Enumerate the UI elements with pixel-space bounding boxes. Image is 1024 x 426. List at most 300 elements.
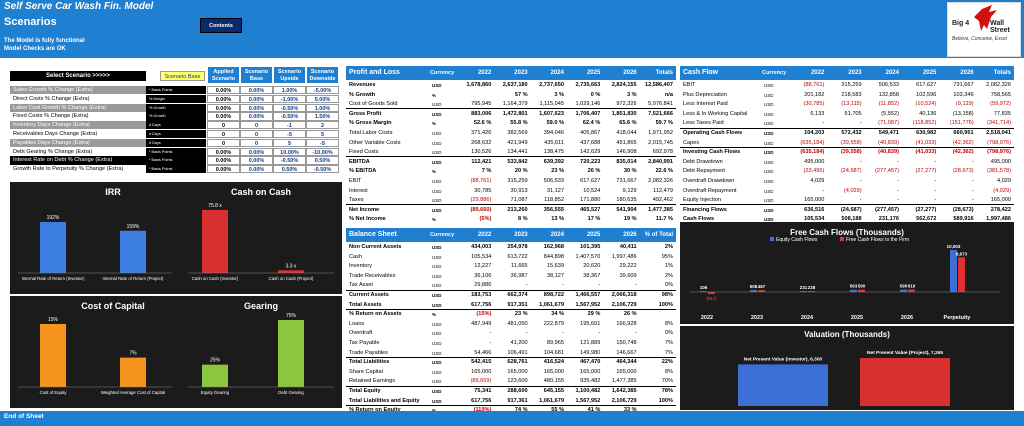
row-value: 121,889 (580, 340, 601, 346)
row-value: 1,164,379 (502, 101, 528, 108)
scenario-value-cell[interactable]: -5.00% (306, 86, 339, 94)
row-value: (5,552) (881, 110, 899, 117)
year-header: 2023 (514, 232, 528, 238)
row-value: - (971, 178, 974, 184)
fcf-data-label: 467 (757, 284, 766, 290)
row-value: 20 % (514, 168, 528, 175)
row-value: 2,737,650 (539, 82, 564, 88)
fcf-category-label: 2026 (900, 315, 914, 321)
row-value: 105,534 (804, 216, 825, 223)
row-value: 78% (661, 388, 673, 394)
row-value: 195,601 (580, 320, 601, 327)
row-value: (277,457) (875, 206, 899, 213)
scenario-value-cell: 0.00% (207, 156, 240, 164)
row-value: 883,006 (471, 110, 492, 117)
scenario-row (10, 156, 342, 164)
row-value: (41,033) (915, 149, 937, 156)
col-applied-scenario: Applied Scenario (207, 66, 240, 84)
row-value: 30 % (623, 168, 637, 175)
row-currency: USD (764, 150, 774, 156)
row-value: 4,029 (996, 178, 1011, 184)
row-value: 22.6 % (655, 168, 673, 175)
row-value: 481,050 (507, 320, 528, 327)
table-row (346, 91, 676, 100)
row-value: 533,842 (507, 158, 528, 165)
scenario-value-cell[interactable]: 2 (306, 121, 339, 129)
year-header: 2026 (623, 70, 637, 76)
row-value: (381,578) (987, 168, 1011, 175)
fcf-bar (908, 290, 915, 292)
scenario-value-cell[interactable]: 1.00% (273, 86, 306, 94)
row-currency: USD (432, 273, 442, 279)
scenario-row-unit: % Margin (146, 95, 206, 103)
fcf-data-label: 10,503 (946, 244, 961, 249)
row-currency: USD (432, 83, 442, 88)
row-value: 1,607,623 (539, 110, 564, 117)
scenario-value-cell[interactable]: 0.00% (240, 86, 273, 94)
fcf-data-label: 619 (907, 283, 916, 289)
table-row (346, 187, 676, 196)
row-value: - (971, 187, 974, 194)
row-currency: USD (764, 111, 774, 117)
row-value: 2,637,180 (502, 82, 528, 88)
coc-chart (180, 182, 342, 294)
balance-title: Balance Sheet (349, 231, 397, 238)
row-value: - (489, 330, 492, 337)
row-value: (88,761) (803, 82, 825, 88)
scenario-value-cell[interactable]: 0.00% (240, 104, 273, 112)
row-label: % Growth (349, 91, 376, 98)
row-value: (28,673) (952, 206, 974, 213)
row-currency: USD (432, 360, 442, 366)
row-value: 123,600 (507, 378, 528, 385)
row-value: 54,466 (474, 349, 492, 356)
row-value: 434,003 (471, 244, 492, 250)
scenario-value-cell[interactable]: 0.00% (240, 148, 273, 156)
row-value: 1,100,482 (575, 388, 601, 394)
scenario-value-cell: 0.00% (207, 104, 240, 112)
year-header: 2026 (960, 70, 974, 76)
scenario-value-cell[interactable]: 0.00% (240, 95, 273, 103)
row-value: 95% (661, 253, 673, 260)
table-row (680, 81, 1014, 90)
fcf-data-label: 8,673 (955, 251, 968, 257)
row-value: (798,976) (987, 139, 1011, 146)
scenario-value-cell[interactable]: 0.00% (240, 112, 273, 120)
row-currency: USD (764, 140, 774, 146)
row-label: Total Assets (349, 301, 382, 308)
row-value: 23 % (514, 311, 528, 318)
scenario-value-cell[interactable]: 1.00% (306, 104, 339, 112)
row-label: Tax Asset (349, 282, 373, 289)
row-value: 70% (661, 378, 673, 385)
scenario-value-cell[interactable]: 0.50% (306, 156, 339, 164)
row-currency: USD (432, 254, 442, 260)
scenario-value-cell[interactable]: 1.50% (306, 112, 339, 120)
table-row (346, 158, 676, 167)
footer-text: End of Sheet (4, 413, 44, 420)
scenario-value-cell: 0 (207, 130, 240, 138)
table-row (346, 387, 676, 396)
scenario-row-label: Direct Costs % Change (Extra) (13, 95, 90, 102)
row-value: (13,115) (841, 101, 862, 108)
row-currency: USD (432, 198, 442, 204)
row-value: 65.6 % (619, 120, 637, 127)
row-value: 150,748 (616, 340, 637, 346)
row-value: 541,904 (616, 206, 637, 213)
row-value: 495,000 (990, 158, 1011, 165)
gearing-title: Gearing (243, 301, 278, 311)
fcf-legend-label: Free Cash Flows to the Firm (846, 237, 910, 243)
row-value: - (489, 340, 492, 346)
fcf-data-label: 508 (749, 283, 758, 289)
valuation-title: Valuation (Thousands) (804, 330, 890, 339)
row-value: 106,491 (507, 349, 528, 356)
row-value: 288,600 (507, 388, 528, 394)
row-value: 12,586,407 (644, 82, 673, 88)
row-label: Retained Earnings (349, 378, 396, 385)
scenario-value-cell[interactable]: 10.00% (273, 148, 306, 156)
row-label: Total Equity (349, 388, 381, 394)
scenario-value-cell[interactable]: -10.00% (306, 148, 339, 156)
row-value: 39,609 (619, 272, 637, 279)
row-currency: USD (432, 379, 442, 385)
row-currency: USD (432, 245, 442, 250)
row-value: 29,886 (474, 282, 492, 289)
row-value: 89,965 (546, 340, 564, 346)
row-value: - (859, 178, 862, 184)
valuation-data-label: Net Present Value (Project), 7,265 (867, 351, 943, 356)
row-value: (23,495) (803, 168, 825, 175)
row-value: 254,978 (507, 244, 528, 250)
row-value: 5,076,841 (648, 101, 673, 108)
row-label: Trade Payables (349, 349, 388, 356)
year-header: 2024 (885, 70, 899, 76)
row-value: 29,222 (619, 263, 637, 270)
row-value: 731,667 (953, 82, 974, 88)
row-value: (40,839) (878, 149, 899, 156)
row-value: 183,753 (471, 292, 492, 298)
balance-sheet-table (346, 228, 676, 410)
row-value: 917,361 (507, 397, 528, 404)
col-scenario-downside: Scenario Downside (306, 66, 339, 84)
table-row (346, 215, 676, 224)
scenario-row (10, 86, 342, 94)
row-value: 130,526 (471, 149, 492, 156)
cashflow-title: Cash Flow (683, 69, 719, 76)
row-value: 59.7 % (655, 120, 673, 127)
row-value: 898,722 (543, 292, 564, 298)
row-value: 315,259 (507, 178, 528, 184)
scenario-panel (10, 66, 342, 176)
model-title: Self Serve Car Wash Fin. Model (4, 1, 154, 12)
row-value: 26 % (623, 311, 637, 318)
coc_chart-category-label: Cash on Cash (Investor) (191, 276, 239, 281)
row-currency: USD (432, 102, 442, 108)
year-header: % of Total (644, 232, 673, 238)
row-value: 506,533 (543, 178, 564, 184)
row-value: 142,629 (580, 149, 601, 156)
row-value: (9,129) (955, 101, 974, 108)
table-row (680, 196, 1014, 205)
fcf-category-label: 2022 (700, 315, 714, 321)
row-currency: USD (432, 302, 442, 308)
row-label: Interest (349, 187, 368, 194)
row-value: 26 % (587, 168, 601, 175)
fcf-legend-label: Equity Cash Flows (776, 237, 818, 243)
pnl-table (346, 66, 676, 224)
row-value: 59.0 % (546, 120, 564, 127)
row-currency: USD (432, 369, 442, 375)
row-value: 162,968 (543, 244, 564, 250)
row-currency: USD (432, 321, 442, 327)
row-value: 19 % (623, 216, 637, 223)
scenario-value-cell[interactable]: 0 (240, 121, 273, 129)
scenario-row-unit: # Days (146, 121, 206, 129)
irr_chart-category-label: Internal Rate of Return (Project) (102, 276, 164, 281)
row-value: 149,980 (580, 349, 601, 356)
row-value: 0% (664, 330, 673, 337)
fcf-data-label: 231 (799, 285, 808, 291)
row-value: (39,558) (840, 149, 862, 156)
row-value: 1,567,952 (575, 397, 601, 404)
row-currency: USD (432, 159, 442, 165)
row-value: 20,620 (583, 263, 601, 270)
scenario-row-label: Inventory Days Change (Extra) (10, 121, 146, 129)
cost_capital_chart-bar (120, 358, 146, 387)
cost-capital-title: Cost of Capital (81, 301, 145, 311)
row-value: - (897, 178, 899, 184)
year-header: 2025 (586, 232, 601, 238)
row-value: 51,705 (844, 110, 862, 117)
row-value: - (859, 158, 862, 165)
row-value: 118,852 (544, 197, 564, 204)
row-value: 1,706,407 (575, 110, 601, 117)
year-header: 2022 (477, 70, 492, 76)
contents-button[interactable]: Contents (200, 18, 242, 33)
row-value: - (598, 282, 601, 289)
scenario-value-cell[interactable]: -1 (273, 121, 306, 129)
row-currency: USD (432, 398, 442, 404)
valuation-bar (860, 358, 950, 406)
row-label: Fixed Costs (349, 149, 379, 156)
row-value: 1,472,801 (502, 110, 528, 117)
row-value: n/a (664, 91, 673, 98)
row-value: 1,477,385 (611, 378, 637, 385)
row-value: - (859, 197, 862, 204)
year-header: 2025 (586, 70, 601, 76)
row-value: (635,184) (800, 139, 825, 146)
fcf-data-label: 228 (807, 285, 816, 291)
scenario-row-unit: # Days (146, 139, 206, 147)
row-value: 231,176 (878, 216, 899, 223)
row-label: Equity Injection (683, 197, 721, 204)
row-value: 1,061,679 (539, 301, 564, 308)
row-value: 75,341 (474, 388, 492, 394)
row-value: 1,997,486 (986, 216, 1011, 223)
row-value: 2,840,991 (648, 158, 673, 165)
row-value: 1,061,679 (539, 397, 564, 404)
row-value: 617,756 (471, 397, 492, 404)
table-row (346, 281, 676, 290)
row-value: 2,082,326 (648, 178, 673, 184)
scenario-selector[interactable]: Scenario Base (160, 71, 205, 81)
row-value: 3 % (554, 91, 564, 98)
row-currency: USD (764, 217, 774, 223)
scenario-value-cell[interactable]: 5 (273, 139, 306, 147)
logo-text-big4: Big 4 (952, 20, 970, 27)
row-value: 38,367 (583, 272, 601, 279)
row-value: 201,182 (804, 91, 825, 98)
row-value: 467,470 (580, 359, 601, 366)
scenario-value-cell[interactable]: -1.00% (273, 95, 306, 103)
row-value: - (822, 120, 825, 127)
scenario-value-cell[interactable]: -5 (306, 139, 339, 147)
scenario-value-cell[interactable]: -5 (273, 130, 306, 138)
row-label: Cash (349, 253, 363, 260)
scenario-value-cell[interactable]: 5.00% (306, 95, 339, 103)
row-value: 57 % (514, 91, 528, 98)
scenario-row-unit: % Growth (146, 104, 206, 112)
row-label: % Net Income (349, 216, 386, 223)
row-value: 3 % (627, 91, 637, 98)
scenario-value-cell: 0.00% (207, 95, 240, 103)
gearing_chart-bar (278, 320, 304, 387)
row-label: Loans (349, 320, 365, 327)
balance-header (346, 228, 676, 242)
row-value: 7 % (481, 168, 492, 175)
table-row (680, 139, 1014, 148)
row-value: 508,188 (841, 216, 862, 223)
row-value: 9,129 (622, 187, 637, 194)
row-value: 418,044 (616, 130, 637, 136)
row-value: 416,524 (543, 359, 564, 366)
scenario-value-cell: 0.00% (207, 165, 240, 173)
scenario-value-cell[interactable]: 5 (306, 130, 339, 138)
row-label: Cost of Goods Sold (349, 101, 398, 108)
row-value: (41,033) (915, 139, 937, 146)
row-value: 487,949 (471, 320, 492, 327)
table-row (346, 253, 676, 262)
row-value: 165,000 (804, 197, 825, 204)
row-value: 1,029,146 (575, 101, 601, 108)
scenario-value-cell[interactable]: -0.50% (273, 112, 306, 120)
select-scenario-label: Select Scenario >>>>> (10, 71, 146, 81)
scenario-value-cell[interactable]: 0.50% (273, 165, 306, 173)
scenario-row-unit: * Basis Points (146, 148, 206, 156)
year-header: 2023 (848, 70, 862, 76)
pnl-title: Profit and Loss (349, 69, 400, 76)
table-row (346, 339, 676, 348)
scenario-row-label: Debt Gearing % Change (Extra) (13, 148, 93, 155)
row-label: % EBITDA (349, 168, 377, 175)
row-value: 30,785 (474, 187, 492, 194)
col-scenario-base: Scenario Base (240, 66, 273, 84)
row-value: 34 % (551, 311, 564, 318)
coc_chart-bar (202, 210, 228, 273)
row-currency: USD (432, 207, 442, 213)
row-value: 102,596 (916, 91, 937, 98)
row-label: EBIT (683, 82, 696, 88)
row-value: 315,259 (841, 82, 862, 88)
row-value: 1,851,830 (611, 110, 637, 117)
row-value: 12,227 (474, 263, 492, 270)
scenario-value-cell[interactable]: 0.00% (240, 165, 273, 173)
row-label: Taxes (349, 197, 364, 204)
row-value: 636,516 (804, 206, 825, 213)
coc-chart-title: Cash on Cash (230, 187, 291, 197)
row-label: Other Variable Costs (349, 139, 401, 146)
row-value: (4,029) (843, 187, 862, 194)
row-value: 2% (664, 244, 673, 250)
row-value: 4,029 (810, 178, 825, 184)
row-value: 0 % (590, 91, 601, 98)
scenario-value-cell[interactable]: 0 (240, 139, 273, 147)
scenario-value-cell[interactable]: -0.50% (273, 104, 306, 112)
scenario-value-cell[interactable]: 0.00% (240, 156, 273, 164)
irr_chart-bar (40, 222, 66, 273)
row-currency: USD (764, 83, 774, 88)
table-row (346, 196, 676, 205)
gearing_chart-category-label: Equity Gearing (200, 390, 230, 395)
row-value: 41,200 (510, 340, 528, 346)
row-value: 30,913 (510, 187, 528, 194)
row-value: 692,978 (652, 149, 673, 156)
valuation-chart (680, 326, 1014, 410)
year-header: Totals (993, 70, 1011, 76)
row-value: 165,000 (616, 368, 637, 375)
table-row (346, 139, 676, 148)
row-currency: USD (432, 188, 442, 194)
row-value: 972,326 (616, 101, 637, 108)
row-value: 112,479 (653, 187, 673, 194)
year-header: 2024 (550, 70, 564, 76)
scenario-value-cell[interactable]: 0 (240, 130, 273, 138)
row-value: 795,945 (471, 101, 492, 108)
row-value: (27,277) (915, 168, 937, 175)
row-currency: USD (764, 198, 774, 204)
row-label: Net Income (349, 206, 380, 213)
irr_chart-bar (120, 231, 146, 273)
irr-chart-title: IRR (105, 187, 121, 197)
cost_capital_chart-bar (40, 324, 66, 387)
row-value: (5%) (479, 216, 492, 223)
cost_capital_chart-category-label: Cost of Equity (39, 390, 67, 395)
row-value: 562,672 (916, 216, 937, 223)
row-value: 542,415 (471, 359, 492, 366)
table-row (346, 177, 676, 186)
row-value: 2,735,663 (575, 82, 601, 88)
scenario-row-unit: % Growth (146, 112, 206, 120)
row-value: (11,852) (878, 101, 899, 108)
fcf-data-label: 590 (857, 283, 866, 289)
scenario-row-label: Fixed Costs % Change (Extra) (13, 113, 89, 120)
row-label: Overdraft (349, 330, 373, 337)
scenario-value-cell[interactable]: -0.50% (306, 165, 339, 173)
row-value: 1,115,045 (539, 101, 564, 108)
scenario-value-cell[interactable]: -0.50% (273, 156, 306, 164)
scenario-row (10, 121, 342, 129)
table-row (680, 177, 1014, 186)
row-currency: USD (432, 150, 442, 156)
row-currency: % (432, 169, 437, 175)
row-value: 758,565 (990, 91, 1011, 98)
table-row (346, 81, 676, 90)
row-value: (13,158) (952, 110, 974, 117)
row-value: 495,000 (804, 158, 825, 165)
row-value: 55.8 % (510, 120, 528, 127)
row-value: - (562, 330, 564, 337)
